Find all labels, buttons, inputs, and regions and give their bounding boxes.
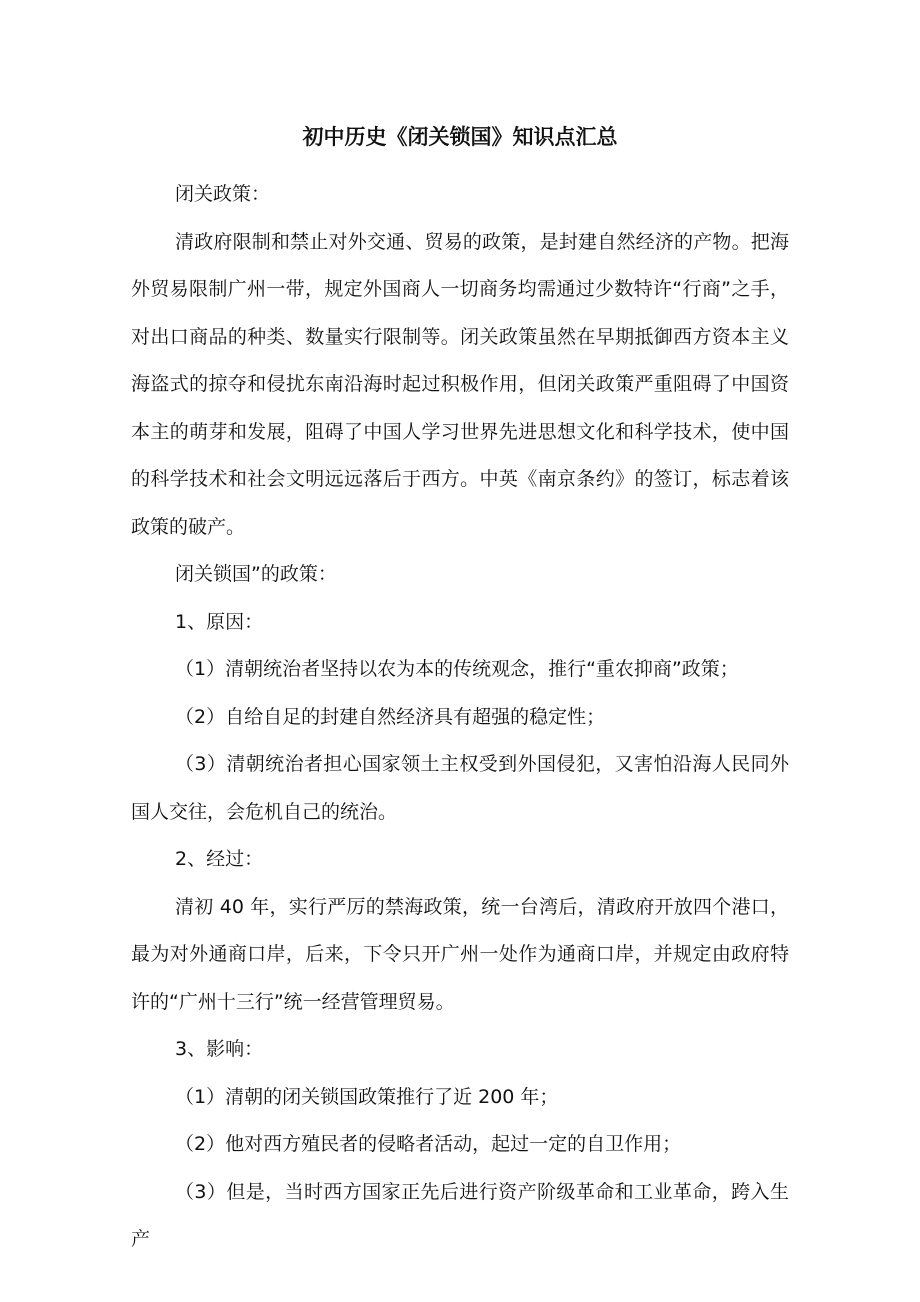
section-heading-causes: 1、原因： xyxy=(175,610,264,633)
impact-item-2: （2）他对西方殖民者的侵略者活动，起过一定的自卫作用； xyxy=(175,1133,682,1155)
cause-item-3: （3）清朝统治者担心国家领土主权受到外国侵犯，又害怕沿海人民同外国人交往，会危机自己的统治。 xyxy=(131,753,789,823)
cause-item-1: （1）清朝统治者坚持以农为本的传统观念，推行“重农抑商”政策； xyxy=(175,658,739,680)
section-heading-process: 2、经过： xyxy=(175,848,264,870)
document-body xyxy=(131,171,789,1264)
paragraph-policy-description: 清政府限制和禁止对外交通、贸易的政策，是封建自然经济的产物。把海外贸易限制广州一带，规定外国商人一切商务均需通过少数特许“行商”之手，对出口商品的种类、数量实行限制等。闭关政策虽然在早期抵御西方资本主义海盗式的掠夺和侵扰东南沿海时起过积极作用，但闭关政策严重阻碍了中国资本主的萌芽和发展，阻碍了中国人学习世界先进思想文化和科学技术，使中国的科学技术和社会文明远远落后于西方。中英《南京条约》的签订，标志着该政策的破产。 xyxy=(131,230,789,538)
impact-item-1: （1）清朝的闭关锁国政策推行了近 200 年； xyxy=(175,1085,559,1108)
cause-item-2: （2）自给自足的封建自然经济具有超强的稳定性； xyxy=(175,705,606,728)
paragraph-heading-seclusion: 闭关锁国”的政策： xyxy=(175,563,337,585)
document-title: 初中历史《闭关锁国》知识点汇总 xyxy=(302,125,618,149)
section-heading-impact: 3、影响： xyxy=(175,1038,264,1060)
paragraph-heading-policy: 闭关政策： xyxy=(175,183,271,205)
impact-item-3: （3）但是，当时西方国家正先后进行资产阶级革命和工业革命，跨入生产 xyxy=(131,1180,789,1250)
process-description: 清初 40 年，实行严厉的禁海政策，统一台湾后，清政府开放四个港口，最为对外通商口岸，后来，下令只开广州一处作为通商口岸，并规定由政府特许的“广州十三行”统一经营管理贸易。 xyxy=(131,895,789,1013)
